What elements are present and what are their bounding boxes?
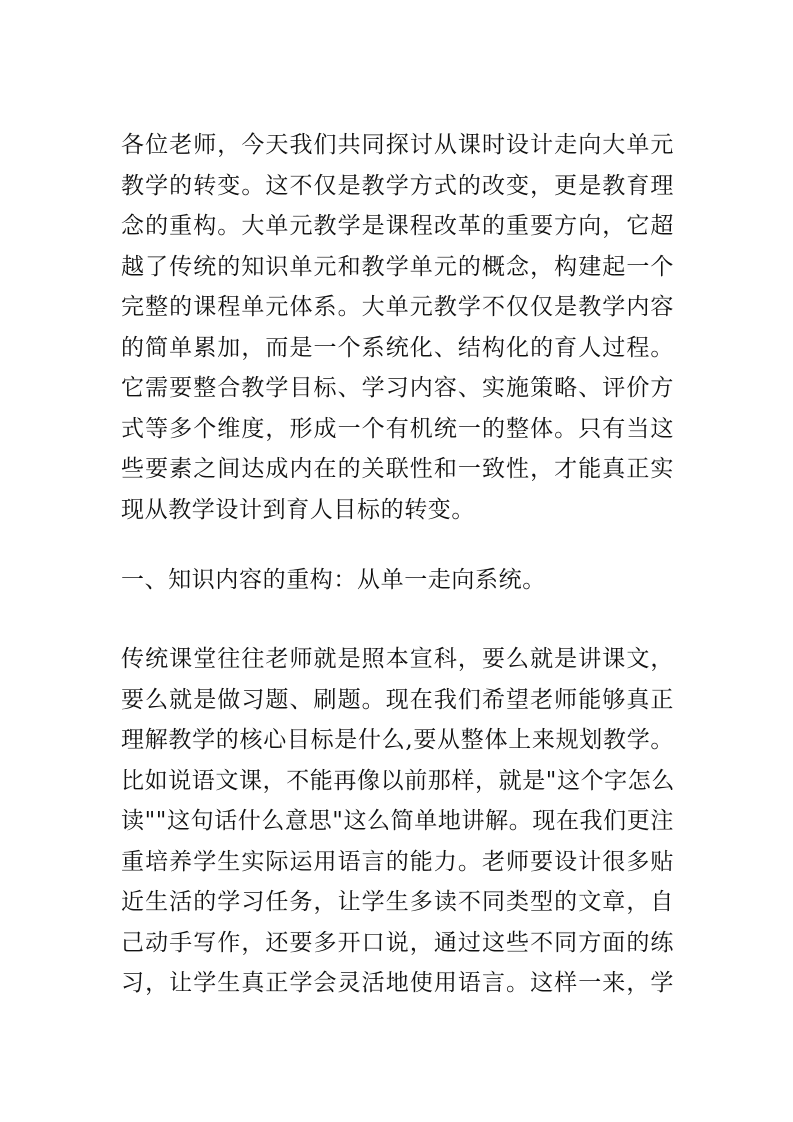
section-heading [121,560,674,601]
paragraph-line: 读""这句话什么意思"这么简单地讲解。现在我们更注 [121,808,674,834]
section-heading-text: 一、知识内容的重构：从单一走向系统。 [121,567,546,593]
paragraph-line: 它需要整合教学目标、学习内容、实施策略、评价方 [121,375,674,401]
section-paragraph [121,639,674,1004]
paragraph-line: 重培养学生实际运用语言的能力。老师要设计很多贴 [121,848,674,875]
paragraph-line: 己动手写作，还要多开口说，通过这些不同方面的练 [121,929,674,956]
paragraph-line: 的简单累加，而是一个系统化、结构化的育人过程。 [121,334,674,361]
paragraph-line: 式等多个维度，形成一个有机统一的整体。只有当这 [121,415,674,442]
paragraph-line: 现从教学设计到育人目标的转变。 [121,496,475,523]
paragraph-line: 念的重构。大单元教学是课程改革的重要方向，它超 [121,213,674,239]
paragraph-line: 习，让学生真正学会灵活地使用语言。这样一来，学 [121,970,674,996]
paragraph-line: 些要素之间达成内在的关联性和一致性，才能真正实 [121,456,674,482]
paragraph-line: 比如说语文课，不能再像以前那样，就是"这个字怎么 [121,767,675,794]
paragraph-line: 要么就是做习题、刷题。现在我们希望老师能够真正 [121,686,674,713]
paragraph-line: 近生活的学习任务，让学生多读不同类型的文章，自 [121,889,674,915]
paragraph-line: 完整的课程单元体系。大单元教学不仅仅是教学内容 [121,294,674,320]
paragraph-line: 传统课堂往往老师就是照本宣科，要么就是讲课文， [121,646,674,672]
intro-paragraph [121,125,674,530]
paragraph-line: 教学的转变。这不仅是教学方式的改变，更是教育理 [121,172,674,199]
paragraph-line: 各位老师，今天我们共同探讨从课时设计走向大单元 [121,132,674,158]
paragraph-line: 越了传统的知识单元和教学单元的概念，构建起一个 [121,253,674,280]
paragraph-line: 理解教学的核心目标是什么,要从整体上来规划教学。 [121,727,674,753]
